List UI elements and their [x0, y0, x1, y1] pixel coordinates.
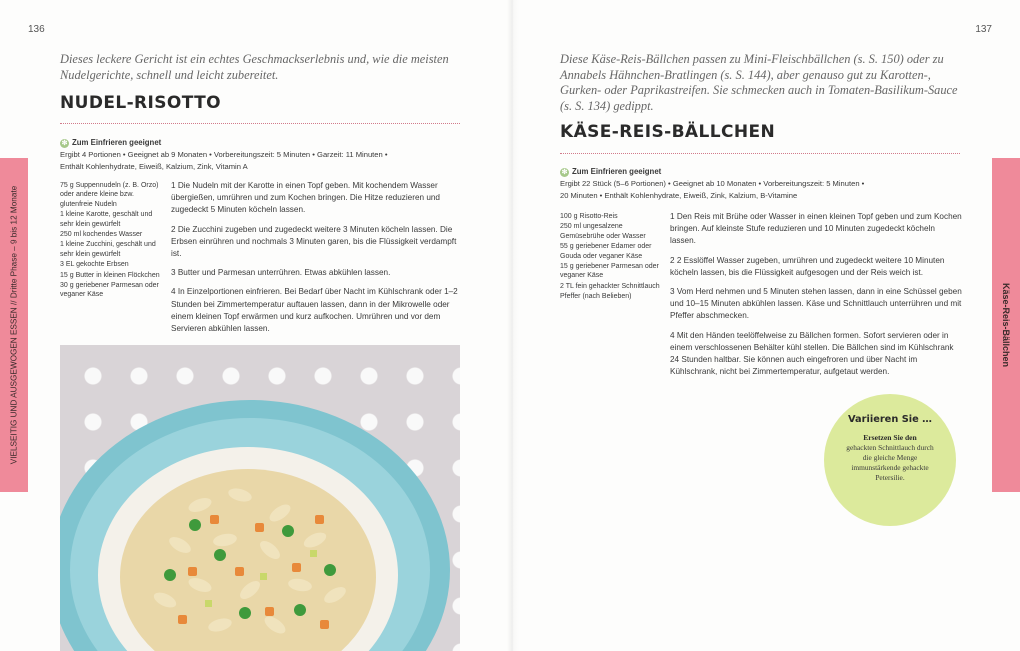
recipe-intro-nudel: Dieses leckere Gericht ist ein echtes Geschmackserlebnis und, wie die meisten Nudelgerichte, schnell und leicht zubereitet.: [60, 52, 449, 82]
page-number-left: 136: [28, 24, 45, 35]
ingredient-item: 1 kleine Zucchini, geschält und sehr klein gewürfelt: [60, 241, 156, 258]
recipe-meta-nudel: [60, 137, 470, 173]
recipe-intro-kaese: Diese Käse-Reis-Bällchen passen zu Mini-Fleischbällchen (s. S. 150) oder zu Annabels Hähnchen-Bratlingen (s. S. 144), aber genauso gut zu Karotten-, Gurken- oder Paprikastreifen. Sie schmecken auch in Tomaten-Basilikum-Sauce (s. S. 134) gedippt.: [560, 52, 958, 113]
meta-line: 20 Minuten • Enthält Kohlenhydrate, Eiweiß, Zink, Kalzium, B-Vitamine: [560, 191, 798, 200]
snowflake-icon: ✻: [61, 139, 68, 147]
ingredient-item: 75 g Suppennudeln (z. B. Orzo) oder andere kleine bzw. glutenfreie Nudeln: [60, 182, 159, 208]
freeze-label: Zum Einfrieren geeignet: [72, 138, 162, 147]
ingredient-item: 250 ml ungesalzene Gemüsebrühe oder Wasser: [560, 223, 646, 240]
meta-line: Ergibt 22 Stück (5–6 Portionen) • Geeignet ab 10 Monaten • Vorbereitungszeit: 5 Minuten •: [560, 179, 865, 188]
steps-kaese: [670, 211, 962, 385]
steps-nudel: [171, 180, 463, 342]
page-number-right: 137: [975, 24, 992, 35]
variation-lead: Ersetzen Sie den: [863, 433, 917, 442]
ingredient-item: 15 g geriebener Parmesan oder veganer Käse: [560, 263, 659, 280]
title-divider-right: [560, 153, 960, 154]
ingredient-item: 1 kleine Karotte, geschält und sehr klein gewürfelt: [60, 211, 153, 228]
recipe-title-nudel: NUDEL-RISOTTO: [60, 93, 221, 113]
chapter-tab-text: VIELSEITIG UND AUSGEWOGEN ESSEN // Dritte Phase – 9 bis 12 Monate: [9, 185, 19, 465]
title-divider-left: [60, 123, 460, 124]
variation-title: Variieren Sie …: [848, 414, 932, 425]
recipe-title-kaese: KÄSE-REIS-BÄLLCHEN: [560, 122, 776, 142]
ingredient-item: 30 g geriebener Parmesan oder veganer Käse: [60, 282, 159, 299]
ingredient-item: 55 g geriebener Edamer oder Gouda oder veganer Käse: [560, 243, 652, 260]
ingredient-item: 2 TL fein gehackter Schnittlauch: [560, 282, 660, 290]
meta-line: Enthält Kohlenhydrate, Eiweiß, Kalzium, Zink, Vitamin A: [60, 162, 248, 171]
ingredient-list-kaese: [560, 212, 660, 303]
ingredient-list-nudel: [60, 181, 160, 301]
chapter-tab-left: [0, 158, 28, 492]
step-paragraph: 1 Die Nudeln mit der Karotte in einen Topf geben. Mit kochendem Wasser übergießen, umrühren und zum Kochen bringen. Die Hitze reduzieren und zugedeckt 5 Minuten köcheln lassen.: [171, 181, 440, 215]
variation-circle: [824, 394, 956, 526]
meta-line: Ergibt 4 Portionen • Geeignet ab 9 Monaten • Vorbereitungszeit: 5 Minuten • Garzeit: 11 Minuten •: [60, 150, 388, 159]
step-paragraph: 2 Die Zucchini zugeben und zugedeckt weitere 3 Minuten köcheln lassen. Die Erbsen einrühren und nochmals 3 Minuten garen, bis die Flüssigkeit verdampft ist.: [171, 224, 457, 259]
chapter-tab-right: [992, 158, 1020, 492]
freeze-note: [560, 166, 970, 178]
book-gutter: [507, 0, 519, 651]
recipe-meta-kaese: [560, 166, 970, 202]
variation-body: gehackten Schnittlauch durch die gleiche Menge immunstärkende gehackte Petersilie.: [846, 443, 934, 482]
ingredient-item: 250 ml kochendes Wasser: [60, 231, 143, 239]
freeze-label: Zum Einfrieren geeignet: [572, 167, 662, 176]
ingredient-item: 15 g Butter in kleinen Flöckchen: [60, 271, 160, 279]
step-paragraph: 3 Butter und Parmesan unterrühren. Etwas abkühlen lassen.: [171, 268, 391, 278]
freeze-note: [60, 137, 470, 149]
step-paragraph: 1 Den Reis mit Brühe oder Wasser in einen kleinen Topf geben und zum Kochen bringen. Auf kleinste Stufe reduzieren und 10 Minuten zugedeckt köcheln lassen.: [670, 212, 962, 246]
ingredient-item: 3 EL gekochte Erbsen: [60, 261, 129, 269]
recipe-photo: [60, 345, 460, 651]
snowflake-icon: ✻: [561, 168, 568, 176]
ingredient-item: 100 g Risotto-Reis: [560, 213, 618, 220]
step-paragraph: 4 Mit den Händen teelöffelweise zu Bällchen formen. Sofort servieren oder in einem verschlossenen Behälter kühl stellen. Die Bällchen sind im Kühlschrank 24 Stunden haltbar. Sie können auch eingefroren und über Nacht im Kühlschrank, nicht bei Zimmertemperatur, aufgetaut werden.: [670, 330, 954, 377]
step-paragraph: 3 Vom Herd nehmen und 5 Minuten stehen lassen, dann in eine Schüssel geben und 10–15 Minuten abkühlen lassen. Käse und Schnittlauch unterrühren und mit Pfeffer abschmecken.: [670, 287, 962, 321]
bowl-illustration: [60, 345, 460, 651]
step-paragraph: 4 In Einzelportionen einfrieren. Bei Bedarf über Nacht im Kühlschrank oder 1–2 Stunden bei Zimmertemperatur auftauen lassen, dann in der Mikrowelle oder einem kleinen Topf erwärmen und kurz aufkochen. Umrühren und vor dem Servieren abkühlen lassen.: [171, 287, 458, 334]
recipe-tab-text: Käse-Reis-Bällchen: [1001, 282, 1011, 368]
ingredient-item: Pfeffer (nach Belieben): [560, 293, 632, 301]
step-paragraph: 2 2 Esslöffel Wasser zugeben, umrühren und zugedeckt weitere 10 Minuten köcheln lassen, bis die Flüssigkeit aufgesogen und der Reis weich ist.: [670, 255, 945, 277]
